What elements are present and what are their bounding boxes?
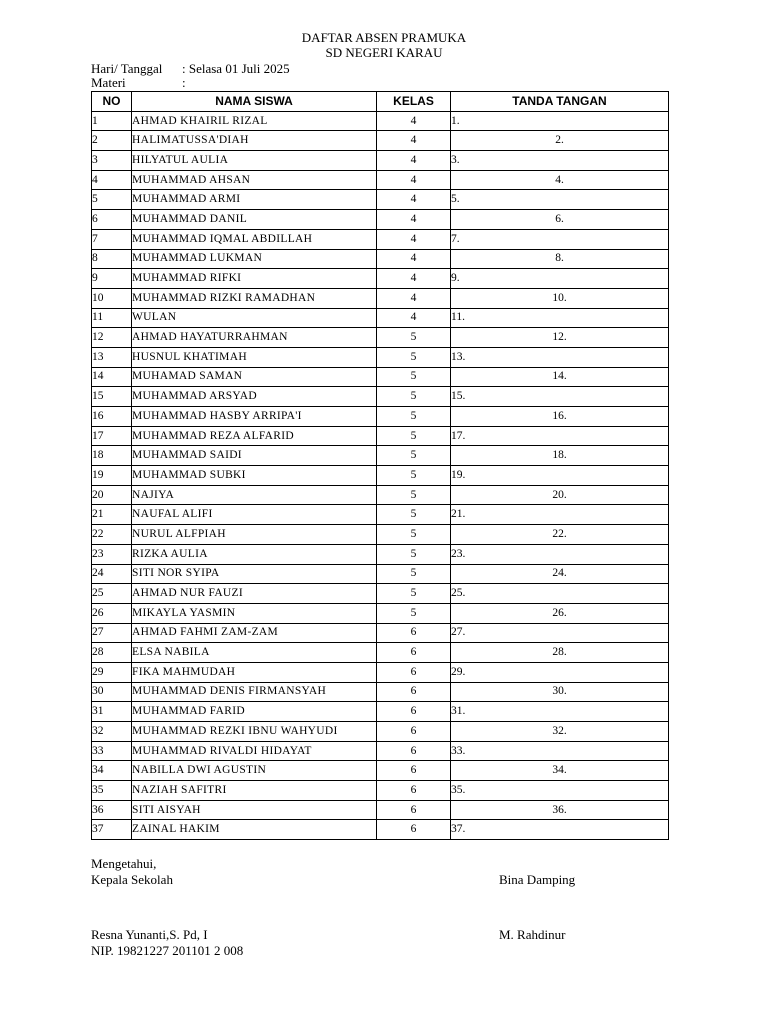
row-no: 12 (92, 328, 132, 348)
table-row (92, 387, 669, 407)
row-kelas: 5 (377, 347, 451, 367)
table-row (92, 643, 669, 663)
row-nama-siswa: HUSNUL KHATIMAH (132, 347, 377, 367)
row-nama-siswa: NAJIYA (132, 485, 377, 505)
row-nama-siswa: MUHAMMAD DENIS FIRMANSYAH (132, 682, 377, 702)
row-tanda-tangan: 24. (451, 564, 669, 584)
row-tanda-tangan: 3. (451, 151, 669, 171)
row-nama-siswa: MUHAMMAD RIFKI (132, 269, 377, 289)
principal-name: Resna Yunanti,S. Pd, I (91, 927, 208, 942)
table-row (92, 111, 669, 131)
table-row (92, 446, 669, 466)
table-row (92, 151, 669, 171)
row-nama-siswa: MUHAMMAD LUKMAN (132, 249, 377, 269)
row-kelas: 6 (377, 702, 451, 722)
attendance-table (91, 91, 669, 840)
table-row (92, 682, 669, 702)
row-nama-siswa: MUHAMMAD RIVALDI HIDAYAT (132, 741, 377, 761)
row-kelas: 5 (377, 485, 451, 505)
row-kelas: 6 (377, 741, 451, 761)
row-nama-siswa: NAZIAH SAFITRI (132, 781, 377, 801)
row-nama-siswa: MUHAMMAD SAIDI (132, 446, 377, 466)
row-no: 36 (92, 800, 132, 820)
header-kelas: KELAS (377, 92, 451, 112)
row-tanda-tangan: 15. (451, 387, 669, 407)
row-nama-siswa: SITI AISYAH (132, 800, 377, 820)
row-no: 23 (92, 544, 132, 564)
row-kelas: 4 (377, 249, 451, 269)
table-row (92, 426, 669, 446)
row-tanda-tangan: 31. (451, 702, 669, 722)
table-row (92, 367, 669, 387)
table-row (92, 407, 669, 427)
materi-line (91, 75, 186, 90)
row-nama-siswa: MUHAMMAD IQMAL ABDILLAH (132, 229, 377, 249)
table-row (92, 210, 669, 230)
row-kelas: 5 (377, 328, 451, 348)
row-tanda-tangan: 29. (451, 662, 669, 682)
row-kelas: 6 (377, 781, 451, 801)
row-no: 24 (92, 564, 132, 584)
row-no: 20 (92, 485, 132, 505)
materi-value: : (182, 75, 186, 90)
row-nama-siswa: MUHAMMAD ARMI (132, 190, 377, 210)
row-tanda-tangan: 26. (451, 603, 669, 623)
row-tanda-tangan: 30. (451, 682, 669, 702)
row-nama-siswa: ELSA NABILA (132, 643, 377, 663)
date-value: : Selasa 01 Juli 2025 (182, 61, 290, 76)
table-row (92, 485, 669, 505)
row-tanda-tangan: 25. (451, 584, 669, 604)
row-nama-siswa: MUHAMMAD REZKI IBNU WAHYUDI (132, 722, 377, 742)
row-no: 16 (92, 407, 132, 427)
row-nama-siswa: NURUL ALFPIAH (132, 525, 377, 545)
row-kelas: 4 (377, 151, 451, 171)
row-no: 29 (92, 662, 132, 682)
materi-label: Materi (91, 75, 126, 90)
row-no: 2 (92, 131, 132, 151)
table-row (92, 741, 669, 761)
row-nama-siswa: MUHAMMAD FARID (132, 702, 377, 722)
acknowledged-label: Mengetahui, (91, 856, 157, 871)
row-nama-siswa: AHMAD NUR FAUZI (132, 584, 377, 604)
row-tanda-tangan: 32. (451, 722, 669, 742)
row-nama-siswa: AHMAD HAYATURRAHMAN (132, 328, 377, 348)
row-nama-siswa: MUHAMMAD SUBKI (132, 466, 377, 486)
companion-name: M. Rahdinur (499, 927, 566, 942)
row-nama-siswa: RIZKA AULIA (132, 544, 377, 564)
row-nama-siswa: ZAINAL HAKIM (132, 820, 377, 840)
row-no: 6 (92, 210, 132, 230)
row-tanda-tangan: 33. (451, 741, 669, 761)
table-row (92, 781, 669, 801)
row-tanda-tangan: 22. (451, 525, 669, 545)
row-tanda-tangan: 1. (451, 111, 669, 131)
row-no: 15 (92, 387, 132, 407)
row-no: 32 (92, 722, 132, 742)
row-kelas: 5 (377, 466, 451, 486)
row-tanda-tangan: 13. (451, 347, 669, 367)
row-nama-siswa: AHMAD KHAIRIL RIZAL (132, 111, 377, 131)
row-kelas: 5 (377, 387, 451, 407)
row-no: 18 (92, 446, 132, 466)
row-nama-siswa: MUHAMMAD ARSYAD (132, 387, 377, 407)
row-kelas: 5 (377, 446, 451, 466)
table-row (92, 131, 669, 151)
row-kelas: 4 (377, 229, 451, 249)
row-kelas: 4 (377, 269, 451, 289)
row-no: 10 (92, 288, 132, 308)
row-kelas: 5 (377, 544, 451, 564)
row-nama-siswa: MUHAMMAD DANIL (132, 210, 377, 230)
table-row (92, 761, 669, 781)
row-tanda-tangan: 20. (451, 485, 669, 505)
header-nama-siswa: NAMA SISWA (132, 92, 377, 112)
row-nama-siswa: WULAN (132, 308, 377, 328)
table-row (92, 525, 669, 545)
row-kelas: 6 (377, 623, 451, 643)
row-nama-siswa: MUHAMMAD REZA ALFARID (132, 426, 377, 446)
table-row (92, 505, 669, 525)
row-no: 14 (92, 367, 132, 387)
row-nama-siswa: HILYATUL AULIA (132, 151, 377, 171)
row-nama-siswa: AHMAD FAHMI ZAM-ZAM (132, 623, 377, 643)
table-row (92, 702, 669, 722)
row-no: 34 (92, 761, 132, 781)
table-row (92, 190, 669, 210)
row-tanda-tangan: 16. (451, 407, 669, 427)
document-title: DAFTAR ABSEN PRAMUKA (301, 30, 467, 45)
row-no: 1 (92, 111, 132, 131)
table-row (92, 308, 669, 328)
row-nama-siswa: NAUFAL ALIFI (132, 505, 377, 525)
row-kelas: 6 (377, 820, 451, 840)
table-body (92, 111, 669, 839)
row-tanda-tangan: 7. (451, 229, 669, 249)
principal-nip: NIP. 19821227 201101 2 008 (91, 943, 244, 958)
row-kelas: 4 (377, 111, 451, 131)
table-row (92, 623, 669, 643)
row-no: 27 (92, 623, 132, 643)
row-no: 17 (92, 426, 132, 446)
table-row (92, 229, 669, 249)
row-no: 13 (92, 347, 132, 367)
header-no: NO (92, 92, 132, 112)
row-kelas: 4 (377, 190, 451, 210)
row-tanda-tangan: 2. (451, 131, 669, 151)
row-nama-siswa: MUHAMAD SAMAN (132, 367, 377, 387)
row-no: 9 (92, 269, 132, 289)
row-kelas: 5 (377, 505, 451, 525)
table-row (92, 800, 669, 820)
row-tanda-tangan: 5. (451, 190, 669, 210)
row-nama-siswa: FIKA MAHMUDAH (132, 662, 377, 682)
date-line (91, 61, 290, 76)
row-nama-siswa: HALIMATUSSA'DIAH (132, 131, 377, 151)
row-tanda-tangan: 19. (451, 466, 669, 486)
row-tanda-tangan: 10. (451, 288, 669, 308)
table-row (92, 603, 669, 623)
row-nama-siswa: NABILLA DWI AGUSTIN (132, 761, 377, 781)
table-row (92, 249, 669, 269)
row-no: 5 (92, 190, 132, 210)
row-tanda-tangan: 12. (451, 328, 669, 348)
row-kelas: 4 (377, 308, 451, 328)
row-kelas: 5 (377, 426, 451, 446)
row-no: 7 (92, 229, 132, 249)
row-no: 28 (92, 643, 132, 663)
row-nama-siswa: SITI NOR SYIPA (132, 564, 377, 584)
row-kelas: 5 (377, 525, 451, 545)
row-no: 37 (92, 820, 132, 840)
row-tanda-tangan: 8. (451, 249, 669, 269)
row-no: 31 (92, 702, 132, 722)
companion-role: Bina Damping (499, 872, 576, 887)
table-row (92, 170, 669, 190)
row-kelas: 6 (377, 761, 451, 781)
row-tanda-tangan: 21. (451, 505, 669, 525)
row-tanda-tangan: 18. (451, 446, 669, 466)
row-tanda-tangan: 11. (451, 308, 669, 328)
table-row (92, 820, 669, 840)
table-row (92, 288, 669, 308)
row-kelas: 6 (377, 800, 451, 820)
row-no: 22 (92, 525, 132, 545)
row-no: 35 (92, 781, 132, 801)
row-tanda-tangan: 34. (451, 761, 669, 781)
row-kelas: 4 (377, 210, 451, 230)
row-no: 30 (92, 682, 132, 702)
row-kelas: 5 (377, 367, 451, 387)
row-kelas: 6 (377, 643, 451, 663)
school-name: SD NEGERI KARAU (325, 45, 443, 60)
row-nama-siswa: MUHAMMAD RIZKI RAMADHAN (132, 288, 377, 308)
table-row (92, 722, 669, 742)
row-kelas: 5 (377, 564, 451, 584)
row-kelas: 6 (377, 662, 451, 682)
row-kelas: 5 (377, 603, 451, 623)
row-no: 8 (92, 249, 132, 269)
table-row (92, 466, 669, 486)
row-no: 25 (92, 584, 132, 604)
row-nama-siswa: MIKAYLA YASMIN (132, 603, 377, 623)
table-row (92, 328, 669, 348)
row-no: 19 (92, 466, 132, 486)
row-no: 21 (92, 505, 132, 525)
row-no: 33 (92, 741, 132, 761)
row-kelas: 4 (377, 288, 451, 308)
header-tanda-tangan: TANDA TANGAN (451, 92, 669, 112)
table-row (92, 564, 669, 584)
table-header-row (92, 92, 669, 112)
table-row (92, 269, 669, 289)
row-tanda-tangan: 36. (451, 800, 669, 820)
row-tanda-tangan: 4. (451, 170, 669, 190)
row-tanda-tangan: 23. (451, 544, 669, 564)
table-row (92, 662, 669, 682)
row-tanda-tangan: 27. (451, 623, 669, 643)
table-row (92, 584, 669, 604)
table-row (92, 544, 669, 564)
principal-role: Kepala Sekolah (91, 872, 173, 887)
row-kelas: 5 (377, 407, 451, 427)
table-row (92, 347, 669, 367)
row-nama-siswa: MUHAMMAD HASBY ARRIPA'I (132, 407, 377, 427)
row-no: 4 (92, 170, 132, 190)
row-kelas: 5 (377, 584, 451, 604)
row-tanda-tangan: 6. (451, 210, 669, 230)
row-tanda-tangan: 35. (451, 781, 669, 801)
row-tanda-tangan: 28. (451, 643, 669, 663)
row-nama-siswa: MUHAMMAD AHSAN (132, 170, 377, 190)
row-no: 3 (92, 151, 132, 171)
row-tanda-tangan: 14. (451, 367, 669, 387)
row-kelas: 6 (377, 682, 451, 702)
row-kelas: 4 (377, 131, 451, 151)
row-no: 11 (92, 308, 132, 328)
row-kelas: 4 (377, 170, 451, 190)
date-label: Hari/ Tanggal (91, 61, 163, 76)
row-tanda-tangan: 17. (451, 426, 669, 446)
row-no: 26 (92, 603, 132, 623)
row-tanda-tangan: 37. (451, 820, 669, 840)
row-kelas: 6 (377, 722, 451, 742)
row-tanda-tangan: 9. (451, 269, 669, 289)
